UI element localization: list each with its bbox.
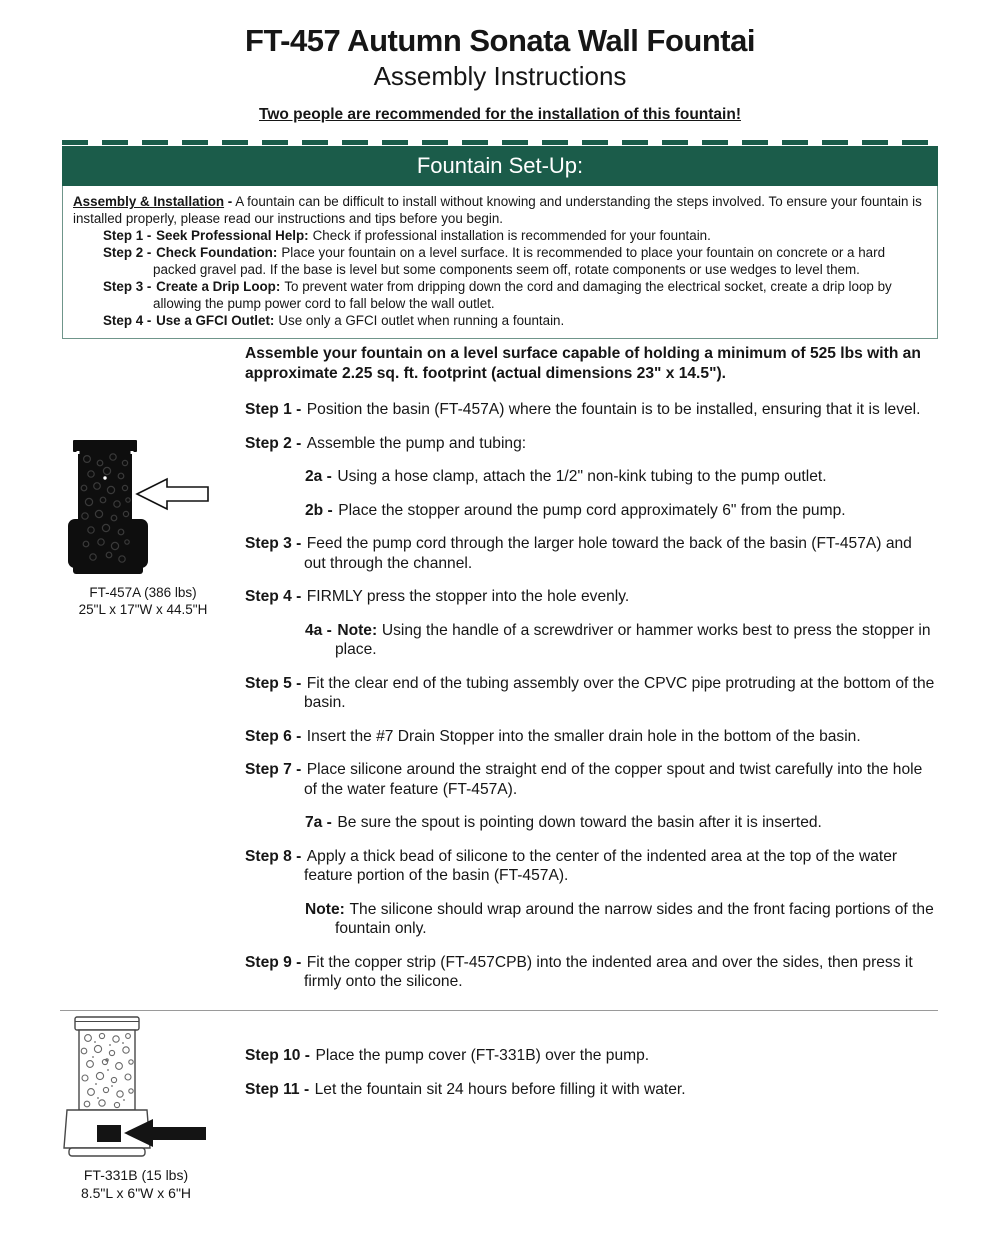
figure-1-dimensions: 25"L x 17"W x 44.5"H — [78, 602, 208, 617]
setup-step-1: Step 1 - Seek Professional Help: Check if professional installation is recommended for your fountain. — [103, 228, 711, 243]
setup-step-2: Step 2 - Check Foundation: Place your fountain on a level surface. It is recommended to place your fountain on concrete or a hard packed gravel pad. If the base is level but some components seem off, rotate components or use wedges to level them. — [103, 245, 886, 277]
assembly-step: Step 2 - Assemble the pump and tubing: — [245, 434, 527, 452]
assembly-step: Step 1 - Position the basin (FT-457A) where the fountain is to be installed, ensuring that it is level. — [245, 401, 921, 418]
page-subtitle: Assembly Instructions — [373, 61, 627, 91]
document-header — [0, 22, 1000, 124]
pump-cover-figure — [50, 1012, 220, 1162]
page-title: FT-457 Autumn Sonata Wall Fountai — [245, 23, 755, 58]
setup-header: Fountain Set-Up: — [62, 146, 938, 186]
assembly-substep: 4a - Note: Using the handle of a screwdriver or hammer works best to press the stopper in place. — [305, 621, 931, 658]
fountain-basin-drawing — [68, 440, 148, 574]
installation-notice: Two people are recommended for the installation of this fountain! — [259, 106, 741, 123]
setup-intro-dash: - — [227, 194, 233, 209]
assembly-substep: 2b - Place the stopper around the pump cord approximately 6" from the pump. — [305, 501, 846, 519]
figure-1-name: FT-457A (386 lbs) — [89, 585, 197, 600]
assembly-instructions — [245, 344, 937, 1006]
assembly-step: Step 7 - Place silicone around the straight end of the copper spout and twist carefully into the hole of the water feature (FT-457A). — [245, 761, 923, 798]
assembly-step: Step 10 - Place the pump cover (FT-331B) over the pump. — [245, 1047, 650, 1064]
figure-1-label — [54, 584, 232, 618]
assembly-substep: 2a - Using a hose clamp, attach the 1/2" non-kink tubing to the pump outlet. — [305, 468, 827, 485]
assembly-note: Note: The silicone should wrap around the narrow sides and the front facing portions of the fountain only. — [305, 900, 934, 937]
setup-step-4: Step 4 - Use a GFCI Outlet: Use only a GFCI outlet when running a fountain. — [103, 313, 565, 328]
assembly-step: Step 3 - Feed the pump cord through the larger hole toward the back of the basin (FT-457A) and out through the channel. — [245, 535, 912, 572]
assembly-step: Step 9 - Fit the copper strip (FT-457CPB) into the indented area and over the sides, then press it firmly onto the silicone. — [245, 953, 913, 990]
figure-2-label — [42, 1166, 230, 1202]
assembly-intro: Assemble your fountain on a level surface capable of holding a minimum of 525 lbs with an approximate 2.25 sq. ft. footprint (actual dimensions 23" x 14.5"). — [245, 345, 921, 382]
setup-intro — [73, 193, 927, 227]
assembly-step: Step 6 - Insert the #7 Drain Stopper into the smaller drain hole in the bottom of the basin. — [245, 727, 861, 745]
assembly-step: Step 4 - FIRMLY press the stopper into the hole evenly. — [245, 588, 630, 605]
setup-body — [62, 186, 938, 339]
setup-step-3: Step 3 - Create a Drip Loop: To prevent water from dripping down the cord and damaging the electrical socket, create a drip loop by allowing the pump power cord to fall below the wall outlet. — [103, 279, 892, 311]
setup-intro-label: Assembly & Installation — [73, 194, 225, 209]
assembly-step: Step 8 - Apply a thick bead of silicone to the center of the indented area at the top of the water feature portion of the basin (FT-457A). — [245, 847, 898, 884]
section-divider — [60, 1010, 938, 1011]
assembly-substep: 7a - Be sure the spout is pointing down toward the basin after it is inserted. — [305, 814, 822, 831]
setup-intro-text: A fountain can be difficult to install without knowing and understanding the steps involved. To ensure your fountain is installed properly, please read our instructions and tips before you begin. — [73, 194, 922, 226]
figure-2-dimensions: 8.5"L x 6"W x 6"H — [80, 1185, 192, 1201]
assembly-step: Step 11 - Let the fountain sit 24 hours before filling it with water. — [245, 1080, 686, 1098]
fountain-basin-figure — [50, 436, 220, 578]
assembly-instructions-continued — [245, 1046, 937, 1113]
figure-2-name: FT-331B (15 lbs) — [83, 1167, 189, 1183]
arrow-outline-left-icon — [137, 479, 208, 509]
assembly-step: Step 5 - Fit the clear end of the tubing assembly over the CPVC pipe protruding at the bottom of the basin. — [245, 674, 935, 711]
pump-cover-highlight — [97, 1125, 121, 1142]
fountain-setup-section — [62, 140, 938, 339]
decorative-dashed-edge — [62, 140, 938, 145]
